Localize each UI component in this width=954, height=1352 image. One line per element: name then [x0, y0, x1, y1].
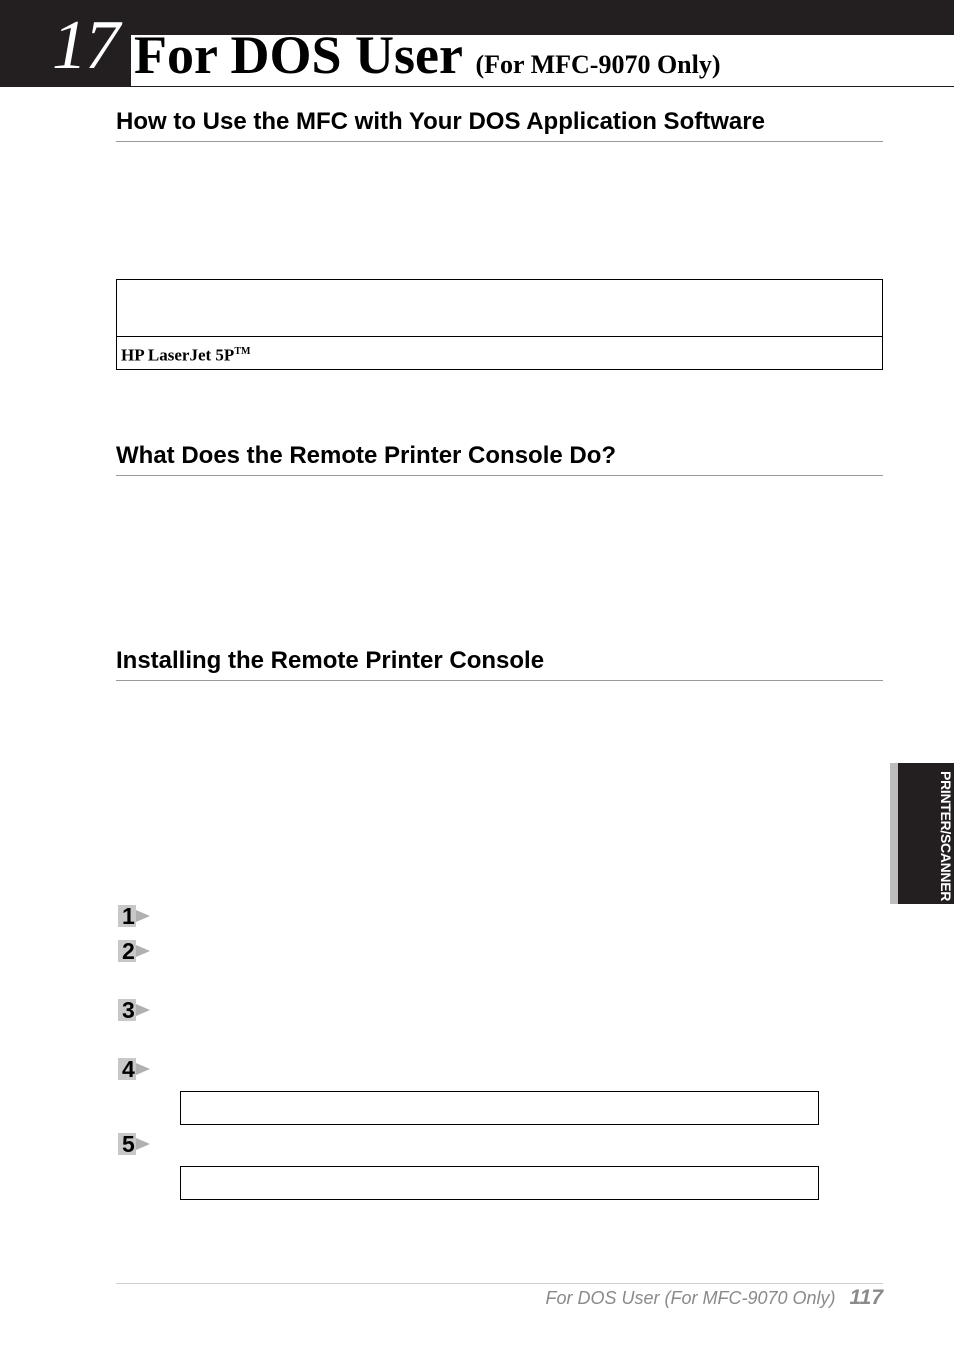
step-number: 4	[122, 1056, 135, 1082]
step-marker	[118, 903, 154, 929]
side-tab-stripe	[890, 763, 898, 904]
footer-divider	[116, 1283, 883, 1284]
arrow-right-icon	[136, 1063, 150, 1075]
arrow-right-icon	[136, 1138, 150, 1150]
footer-running-title: For DOS User (For MFC-9070 Only)	[545, 1288, 836, 1308]
command-box	[180, 1166, 819, 1200]
printer-name: HP LaserJet 5P	[121, 345, 235, 365]
page-number: 117	[849, 1286, 883, 1309]
step-number: 1	[122, 903, 135, 929]
printer-emulation-table	[116, 279, 883, 370]
arrow-right-icon	[136, 945, 150, 957]
command-box	[180, 1091, 819, 1125]
step-number: 3	[122, 997, 135, 1023]
table-row	[117, 280, 882, 337]
table-row	[117, 337, 882, 369]
section-heading-remote-console: What Does the Remote Printer Console Do?	[116, 441, 883, 476]
arrow-right-icon	[136, 1004, 150, 1016]
section-heading-dos-application: How to Use the MFC with Your DOS Application Software	[116, 107, 883, 142]
step-marker	[118, 938, 154, 964]
chapter-number: 17	[52, 7, 118, 84]
chapter-title	[134, 25, 721, 95]
step-marker	[118, 1131, 154, 1157]
step-number: 2	[122, 938, 135, 964]
step-marker	[118, 997, 154, 1023]
step-number: 5	[122, 1131, 135, 1157]
arrow-right-icon	[136, 910, 150, 922]
page-footer	[116, 1285, 883, 1311]
side-tab-label: PRINTER/SCANNER	[938, 771, 954, 902]
step-marker	[118, 1056, 154, 1082]
chapter-title-main: For DOS User	[134, 25, 462, 85]
section-heading-installing-console: Installing the Remote Printer Console	[116, 646, 883, 681]
trademark-mark: TM	[234, 346, 251, 357]
chapter-title-subtitle: (For MFC-9070 Only)	[475, 50, 721, 79]
